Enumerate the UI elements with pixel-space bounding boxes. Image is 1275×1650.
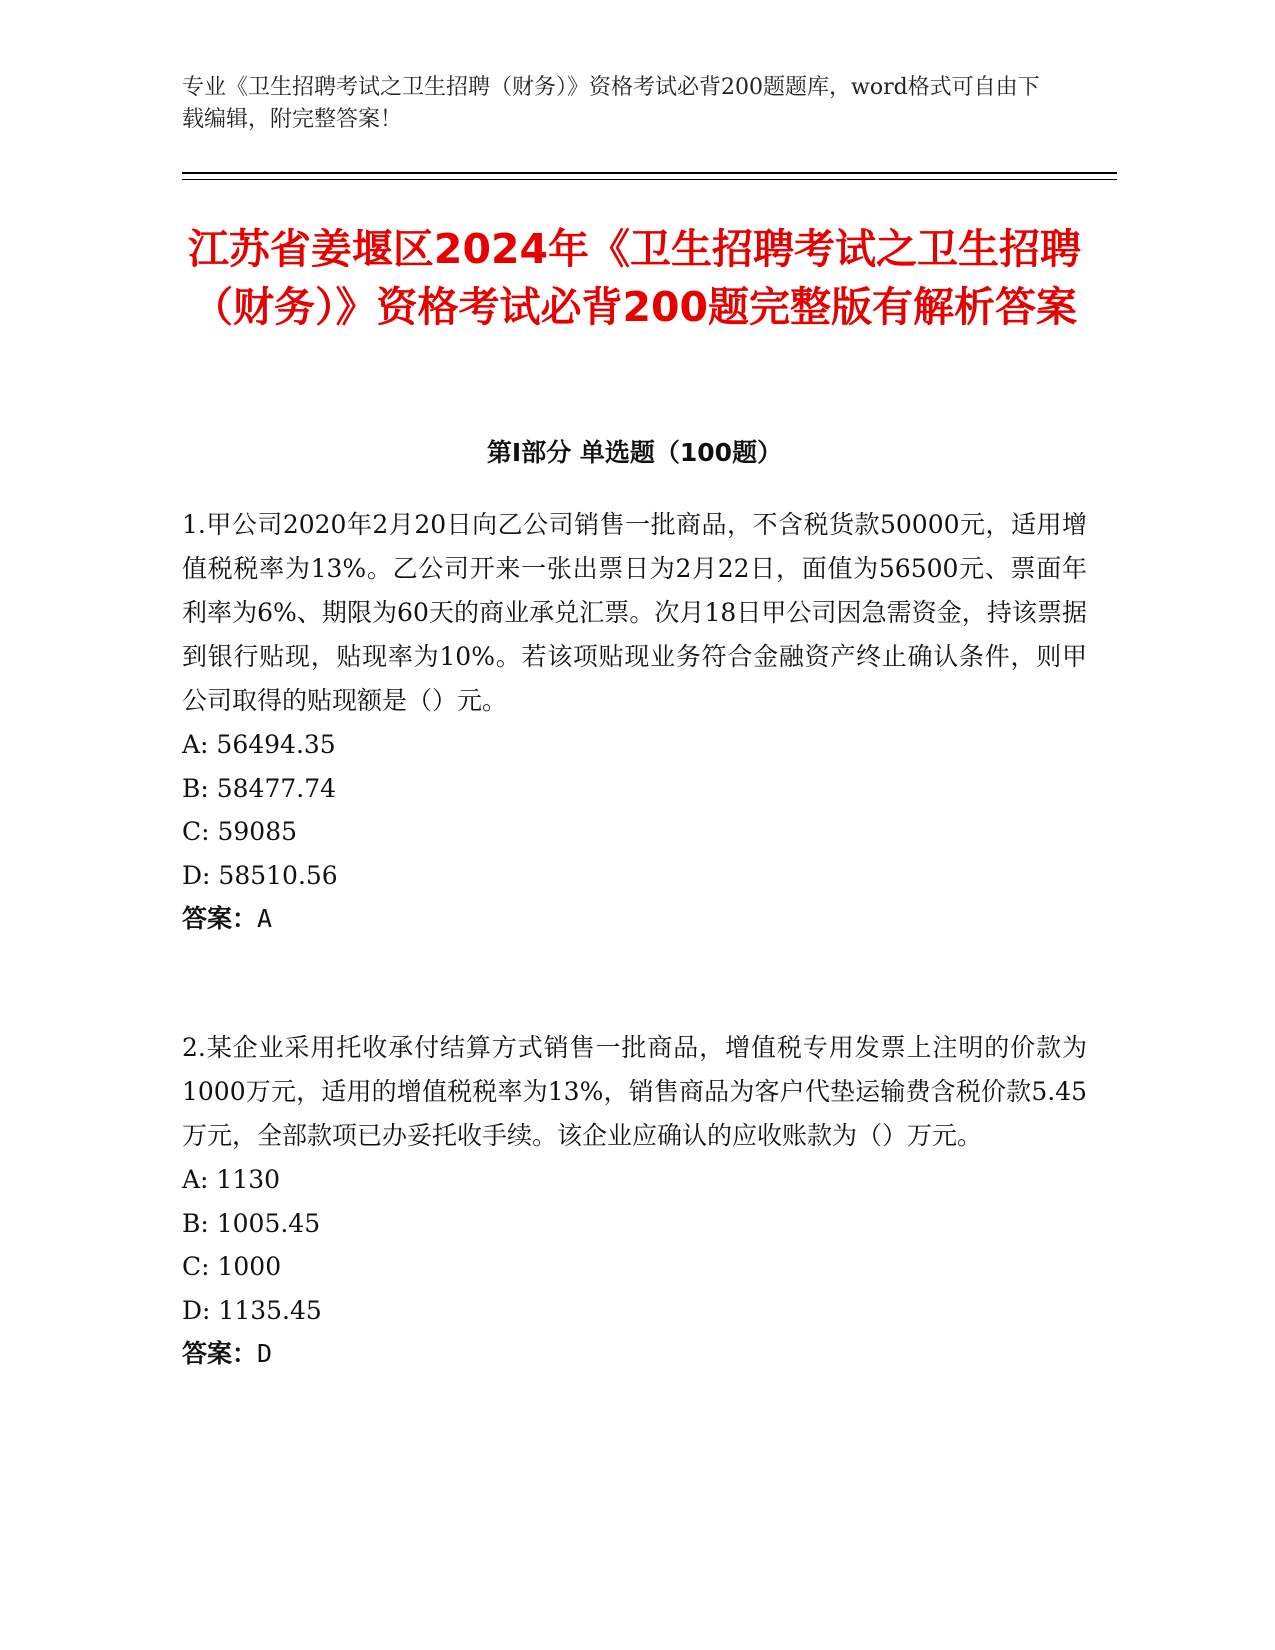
section-heading: 第Ⅰ部分 单选题（100题） — [486, 438, 783, 467]
header-note: 专业《卫生招聘考试之卫生招聘（财务）》资格考试必背200题题库，word格式可自由下载编辑，附完整答案！ — [182, 75, 1040, 132]
question-block — [182, 1026, 1087, 1376]
question-stem: 1.甲公司2020年2月20日向乙公司销售一批商品，不含税货款50000元，适用增值税税率为13%。乙公司开来一张出票日为2月22日，面值为56500元、票面年利率为6%、期限为60天的商业承兑汇票。次月18日甲公司因急需资金，持该票据到银行贴现，贴现率为10%。若该项贴现业务符合金融资产终止确认条件，则甲公司取得的贴现额是（）元。 — [182, 510, 1087, 715]
option-d: D: 1135.45 — [182, 1295, 322, 1325]
question-stem: 2.某企业采用托收承付结算方式销售一批商品，增值税专用发票上注明的价款为1000万元，适用的增值税税率为13%，销售商品为客户代垫运输费含税价款5.45万元，全部款项已办妥托收手续。该企业应确认的应收账款为（）万元。 — [182, 1033, 1087, 1150]
header-rule-thick — [182, 172, 1117, 174]
answer-value: D — [257, 1339, 273, 1368]
option-a: A: 1130 — [182, 1165, 281, 1194]
option-c: C: 59085 — [182, 817, 298, 846]
option-c: C: 1000 — [182, 1252, 282, 1281]
question-block — [182, 503, 1087, 941]
answer-label: 答案： — [182, 904, 258, 933]
answer-label: 答案： — [182, 1339, 258, 1368]
document-title: 江苏省姜堰区2024年《卫生招聘考试之卫生招聘（财务）》资格考试必背200题完整版有解析答案 — [187, 225, 1082, 331]
answer-value: A — [257, 904, 273, 933]
option-b: B: 58477.74 — [182, 773, 337, 803]
option-a: A: 56494.35 — [182, 730, 336, 759]
option-d: D: 58510.56 — [182, 860, 338, 890]
answer-line — [182, 1332, 1087, 1376]
header-rule-thin — [182, 179, 1117, 180]
answer-line — [182, 897, 1087, 941]
option-b: B: 1005.45 — [182, 1208, 321, 1238]
